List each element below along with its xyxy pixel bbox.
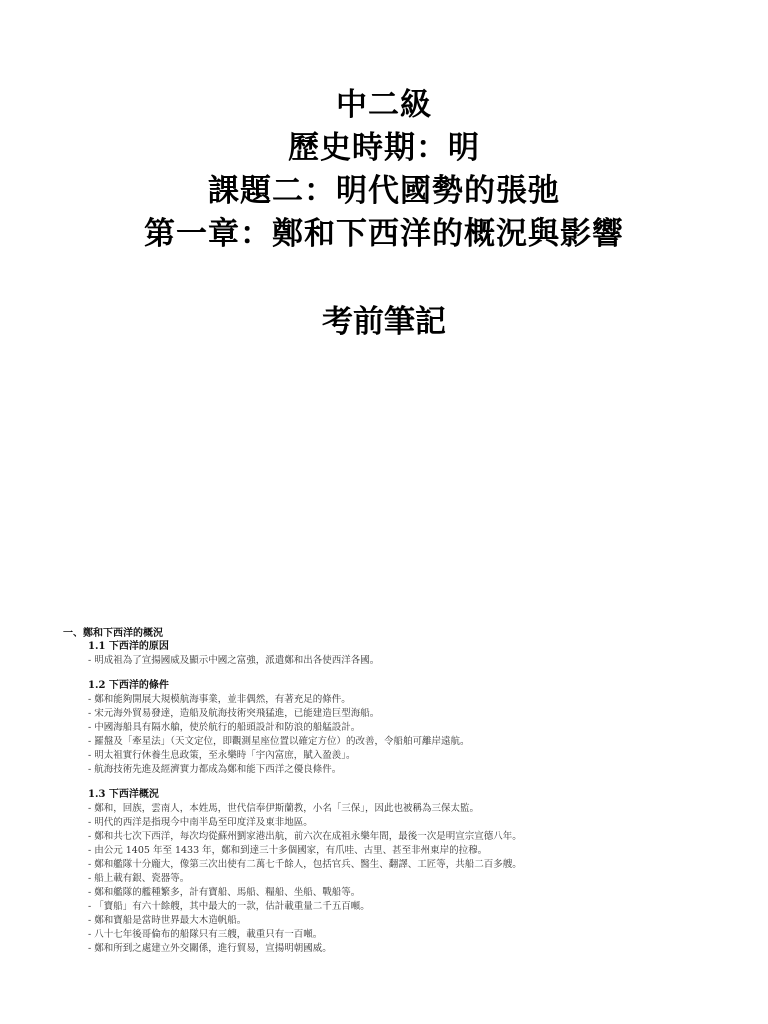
- notes-body: [63, 627, 743, 967]
- title-period: 歷史時期：明: [288, 130, 480, 166]
- section-reasons: [88, 640, 743, 668]
- list-item: - 鄭和能夠開展大規模航海事業，並非偶然，有著充足的條件。: [88, 694, 351, 705]
- list-item: - 八十七年後哥倫布的船隊只有三艘，載重只有一百噸。: [88, 929, 323, 940]
- title-grade: 中二級: [336, 87, 432, 123]
- title-chapter: 第一章：鄭和下西洋的概況與影響: [144, 216, 624, 252]
- section-conditions: [88, 679, 743, 777]
- list-item: - 明成祖為了宣揚國威及顯示中國之富強，派遣鄭和出各使西洋各國。: [88, 655, 380, 666]
- list-item: - 鄭和，回族，雲南人，本姓馬，世代信奉伊斯蘭教，小名「三保」，因此也被稱為三保太監。: [88, 803, 479, 814]
- section-overview: [88, 788, 743, 956]
- list-item: - 鄭和艦隊的艦種繁多，計有寶船、馬船、糧船、坐船、戰船等。: [88, 887, 361, 898]
- section-heading: 1.2 下西洋的條件: [88, 680, 169, 691]
- main-heading: 一、鄭和下西洋的概況: [63, 628, 163, 639]
- list-item: - 航海技術先進及經濟實力都成為鄭和能下西洋之優良條件。: [88, 764, 342, 775]
- list-item: - 船上載有銀、瓷器等。: [88, 873, 190, 884]
- list-item: - 鄭和寶船是當時世界最大木造帆船。: [88, 915, 247, 926]
- section-heading: 1.1 下西洋的原因: [88, 641, 169, 652]
- list-item: - 明代的西洋是指現今中南半島至印度洋及東非地區。: [88, 817, 313, 828]
- document-subtitle: 考前筆記: [322, 304, 446, 340]
- section-heading: 1.3 下西洋概況: [88, 789, 159, 800]
- list-item: - 鄭和共七次下西洋，每次均從蘇州劉家港出航，前六次在成祖永樂年間，最後一次是明宣宗宣德八年。: [88, 831, 522, 842]
- title-block: [0, 84, 768, 256]
- list-item: - 明太祖實行休養生息政策，至永樂時「宇內富庶，賦入盈羨」。: [88, 750, 356, 761]
- list-item: - 鄭和艦隊十分龐大，像第三次出使有二萬七千餘人，包括官兵、醫生、翻譯、工匠等，共船二百多艘。: [88, 859, 522, 870]
- title-topic: 課題二：明代國勢的張弛: [208, 173, 560, 209]
- list-item: - 宋元海外貿易發達，造船及航海技術突飛猛進，已能建造巨型海船。: [88, 708, 380, 719]
- list-item: - 由公元 1405 年至 1433 年，鄭和到達三十多個國家，有爪哇、古里、甚至非州東岸的拉穆。: [88, 845, 488, 856]
- list-item: - 「寶船」有六十餘艘，其中最大的一款，估計載重量二千五百噸。: [88, 901, 370, 912]
- list-item: - 羅盤及「牽星法」（天文定位，即觀測星座位置以確定方位）的改善，令船舶可離岸遠航。: [88, 736, 470, 747]
- list-item: - 中國海船具有隔水艙，使於航行的船頭設計和防浪的船艋設計。: [88, 722, 361, 733]
- list-item: - 鄭和所到之處建立外交關係，進行貿易，宣揚明朝國威。: [88, 943, 332, 954]
